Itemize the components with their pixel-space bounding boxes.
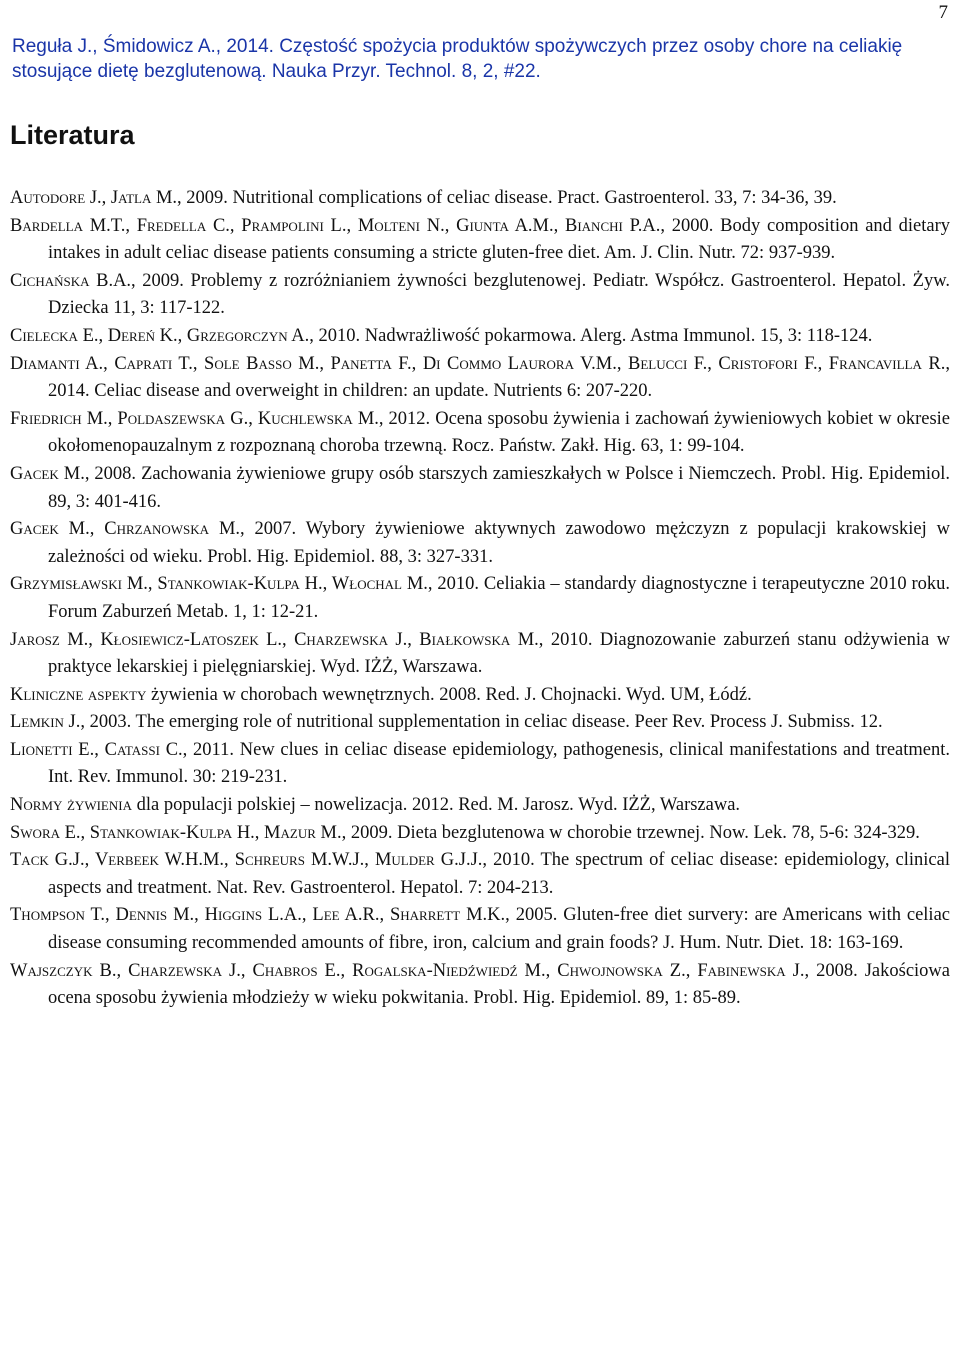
section-heading: Literatura xyxy=(10,120,135,150)
reference-authors: Normy żywienia xyxy=(10,795,132,816)
reference-text: Body composition and dietary intakes in adult celiac disease patients consuming a stricte gluten-free diet. Am. J. Clin. Nutr. 72: 937-939. xyxy=(48,215,951,264)
reference-item xyxy=(10,847,950,902)
reference-text: New clues in celiac disease epidemiology, pathogenesis, clinical manifestations and treatment. Int. Rev. Immunol. 30: 219-231. xyxy=(48,739,950,788)
reference-text: The emerging role of nutritional supplementation in celiac disease. Peer Rev. Process J. Submiss. 12. xyxy=(135,712,883,733)
reference-item xyxy=(10,709,950,737)
reference-item xyxy=(10,406,950,461)
reference-item xyxy=(10,820,950,848)
reference-authors: Gacek M., 2008. xyxy=(10,463,137,484)
reference-authors: Kliniczne aspekty xyxy=(10,684,147,705)
reference-authors: Wajszczyk B., Charzewska J., Chabros E., Rogalska-Niedźwiedź M., Chwojnowska Z., Fabinewska J., 2008. xyxy=(10,960,858,981)
reference-text: Jakościowa ocena sposobu żywienia młodzieży w wieku pokwitania. Probl. Hig. Epidemiol. 89, 1: 85-89. xyxy=(48,960,951,1009)
reference-text: żywienia w chorobach wewnętrznych. 2008. Red. J. Chojnacki. Wyd. UM, Łódź. xyxy=(151,684,752,705)
reference-item xyxy=(10,682,950,710)
reference-item xyxy=(10,516,950,571)
reference-text: The spectrum of celiac disease: epidemiology, clinical aspects and treatment. Nat. Rev. Gastroenterol. Hepatol. 7: 204-213. xyxy=(48,850,950,898)
reference-text: Dieta bezglutenowa w chorobie trzewnej. Now. Lek. 78, 5-6: 324-329. xyxy=(397,822,920,843)
reference-authors: Bardella M.T., Fredella C., Prampolini L., Molteni N., Giunta A.M., Bianchi P.A., 2000. xyxy=(10,215,714,236)
reference-authors: Friedrich M., Poldaszewska G., Kuchlewska M., 2012. xyxy=(10,408,431,429)
reference-text: dla populacji polskiej – nowelizacja. 2012. Red. M. Jarosz. Wyd. IŻŻ, Warszawa. xyxy=(136,795,741,816)
reference-authors: Jarosz M., Kłosiewicz-Latoszek L., Charzewska J., Białkowska M., 2010. xyxy=(10,629,593,650)
reference-authors: Tack G.J., Verbeek W.H.M., Schreurs M.W.J., Mulder G.J.J., 2010. xyxy=(10,850,535,871)
reference-authors: Swora E., Stankowiak-Kulpa H., Mazur M., 2009. xyxy=(10,822,393,843)
reference-authors: Diamanti A., Caprati T., Sole Basso M., Panetta F., Di Commo Laurora V.M., Belucci F., Cristofori F., Francavilla R., 2014. xyxy=(10,353,950,402)
reference-text: Nadwrażliwość pokarmowa. Alerg. Astma Immunol. 15, 3: 118-124. xyxy=(364,325,873,346)
reference-text: Zachowania żywieniowe grupy osób starszych zamieszkałych w Polsce i Niemczech. Probl. Hig. Epidemiol. 89, 3: 401-416. xyxy=(48,463,951,512)
reference-authors: Lemkin J., 2003. xyxy=(10,712,132,733)
reference-item xyxy=(10,268,950,323)
reference-authors: Grzymisławski M., Stankowiak-Kulpa H., Włochal M., 2010. xyxy=(10,574,480,595)
reference-text: Celiakia – standardy diagnostyczne i terapeutyczne 2010 roku. Forum Zaburzeń Metab. 1, 1: 12-21. xyxy=(48,574,950,622)
reference-text: Ocena sposobu żywienia i zachowań żywieniowych kobiet w okresie okołomenopauzalnym z rozpoznaną choroba trzewną. Rocz. Państw. Zakł. Hig. 63, 1: 99-104. xyxy=(48,408,951,457)
reference-authors: Lionetti E., Catassi C., 2011. xyxy=(10,739,234,760)
reference-authors: Thompson T., Dennis M., Higgins L.A., Lee A.R., Sharrett M.K., 2005. xyxy=(10,905,558,926)
reference-item xyxy=(10,792,950,820)
running-header: Reguła J., Śmidowicz A., 2014. Częstość spożycia produktów spożywczych przez osoby chore na celiakię stosujące dietę bezglutenową. Nauka Przyr. Technol. 8, 2, #22. xyxy=(12,36,903,82)
reference-item xyxy=(10,213,950,268)
reference-authors: Gacek M., Chrzanowska M., 2007. xyxy=(10,519,297,540)
reference-text: Problemy z rozróżnianiem żywności bezglutenowej. Pediatr. Współcz. Gastroenterol. Hepatol. Żyw. Dziecka 11, 3: 117-122. xyxy=(48,270,950,319)
reference-item xyxy=(10,737,950,792)
reference-list xyxy=(10,185,950,1013)
reference-item xyxy=(10,902,950,957)
reference-authors: Cielecka E., Dereń K., Grzegorczyn A., 2010. xyxy=(10,325,361,346)
reference-item xyxy=(10,627,950,682)
reference-item xyxy=(10,351,950,406)
reference-item xyxy=(10,958,950,1013)
reference-text: Diagnozowanie zaburzeń stanu odżywienia w praktyce lekarskiej i pielęgniarskiej. Wyd. IŻŻ, Warszawa. xyxy=(48,629,950,678)
reference-item xyxy=(10,571,950,626)
reference-text: Gluten-free diet survery: are Americans with celiac disease consuming recommended amounts of fibre, iron, calcium and grain foods? J. Hum. Nutr. Diet. 18: 163-169. xyxy=(48,905,950,954)
reference-text: Celiac disease and overweight in children: an update. Nutrients 6: 207-220. xyxy=(94,381,653,402)
reference-text: Nutritional complications of celiac disease. Pract. Gastroenterol. 33, 7: 34-36, 39. xyxy=(232,188,837,208)
reference-item xyxy=(10,185,950,213)
page-number: 7 xyxy=(938,2,948,23)
reference-authors: Autodore J., Jatla M., 2009. xyxy=(10,188,228,208)
reference-text: Wybory żywieniowe aktywnych zawodowo mężczyzn z populacji krakowskiej w zależności od wieku. Probl. Hig. Epidemiol. 88, 3: 327-331. xyxy=(48,519,950,567)
reference-item xyxy=(10,323,950,351)
reference-item xyxy=(10,461,950,516)
reference-authors: Cichańska B.A., 2009. xyxy=(10,270,184,291)
